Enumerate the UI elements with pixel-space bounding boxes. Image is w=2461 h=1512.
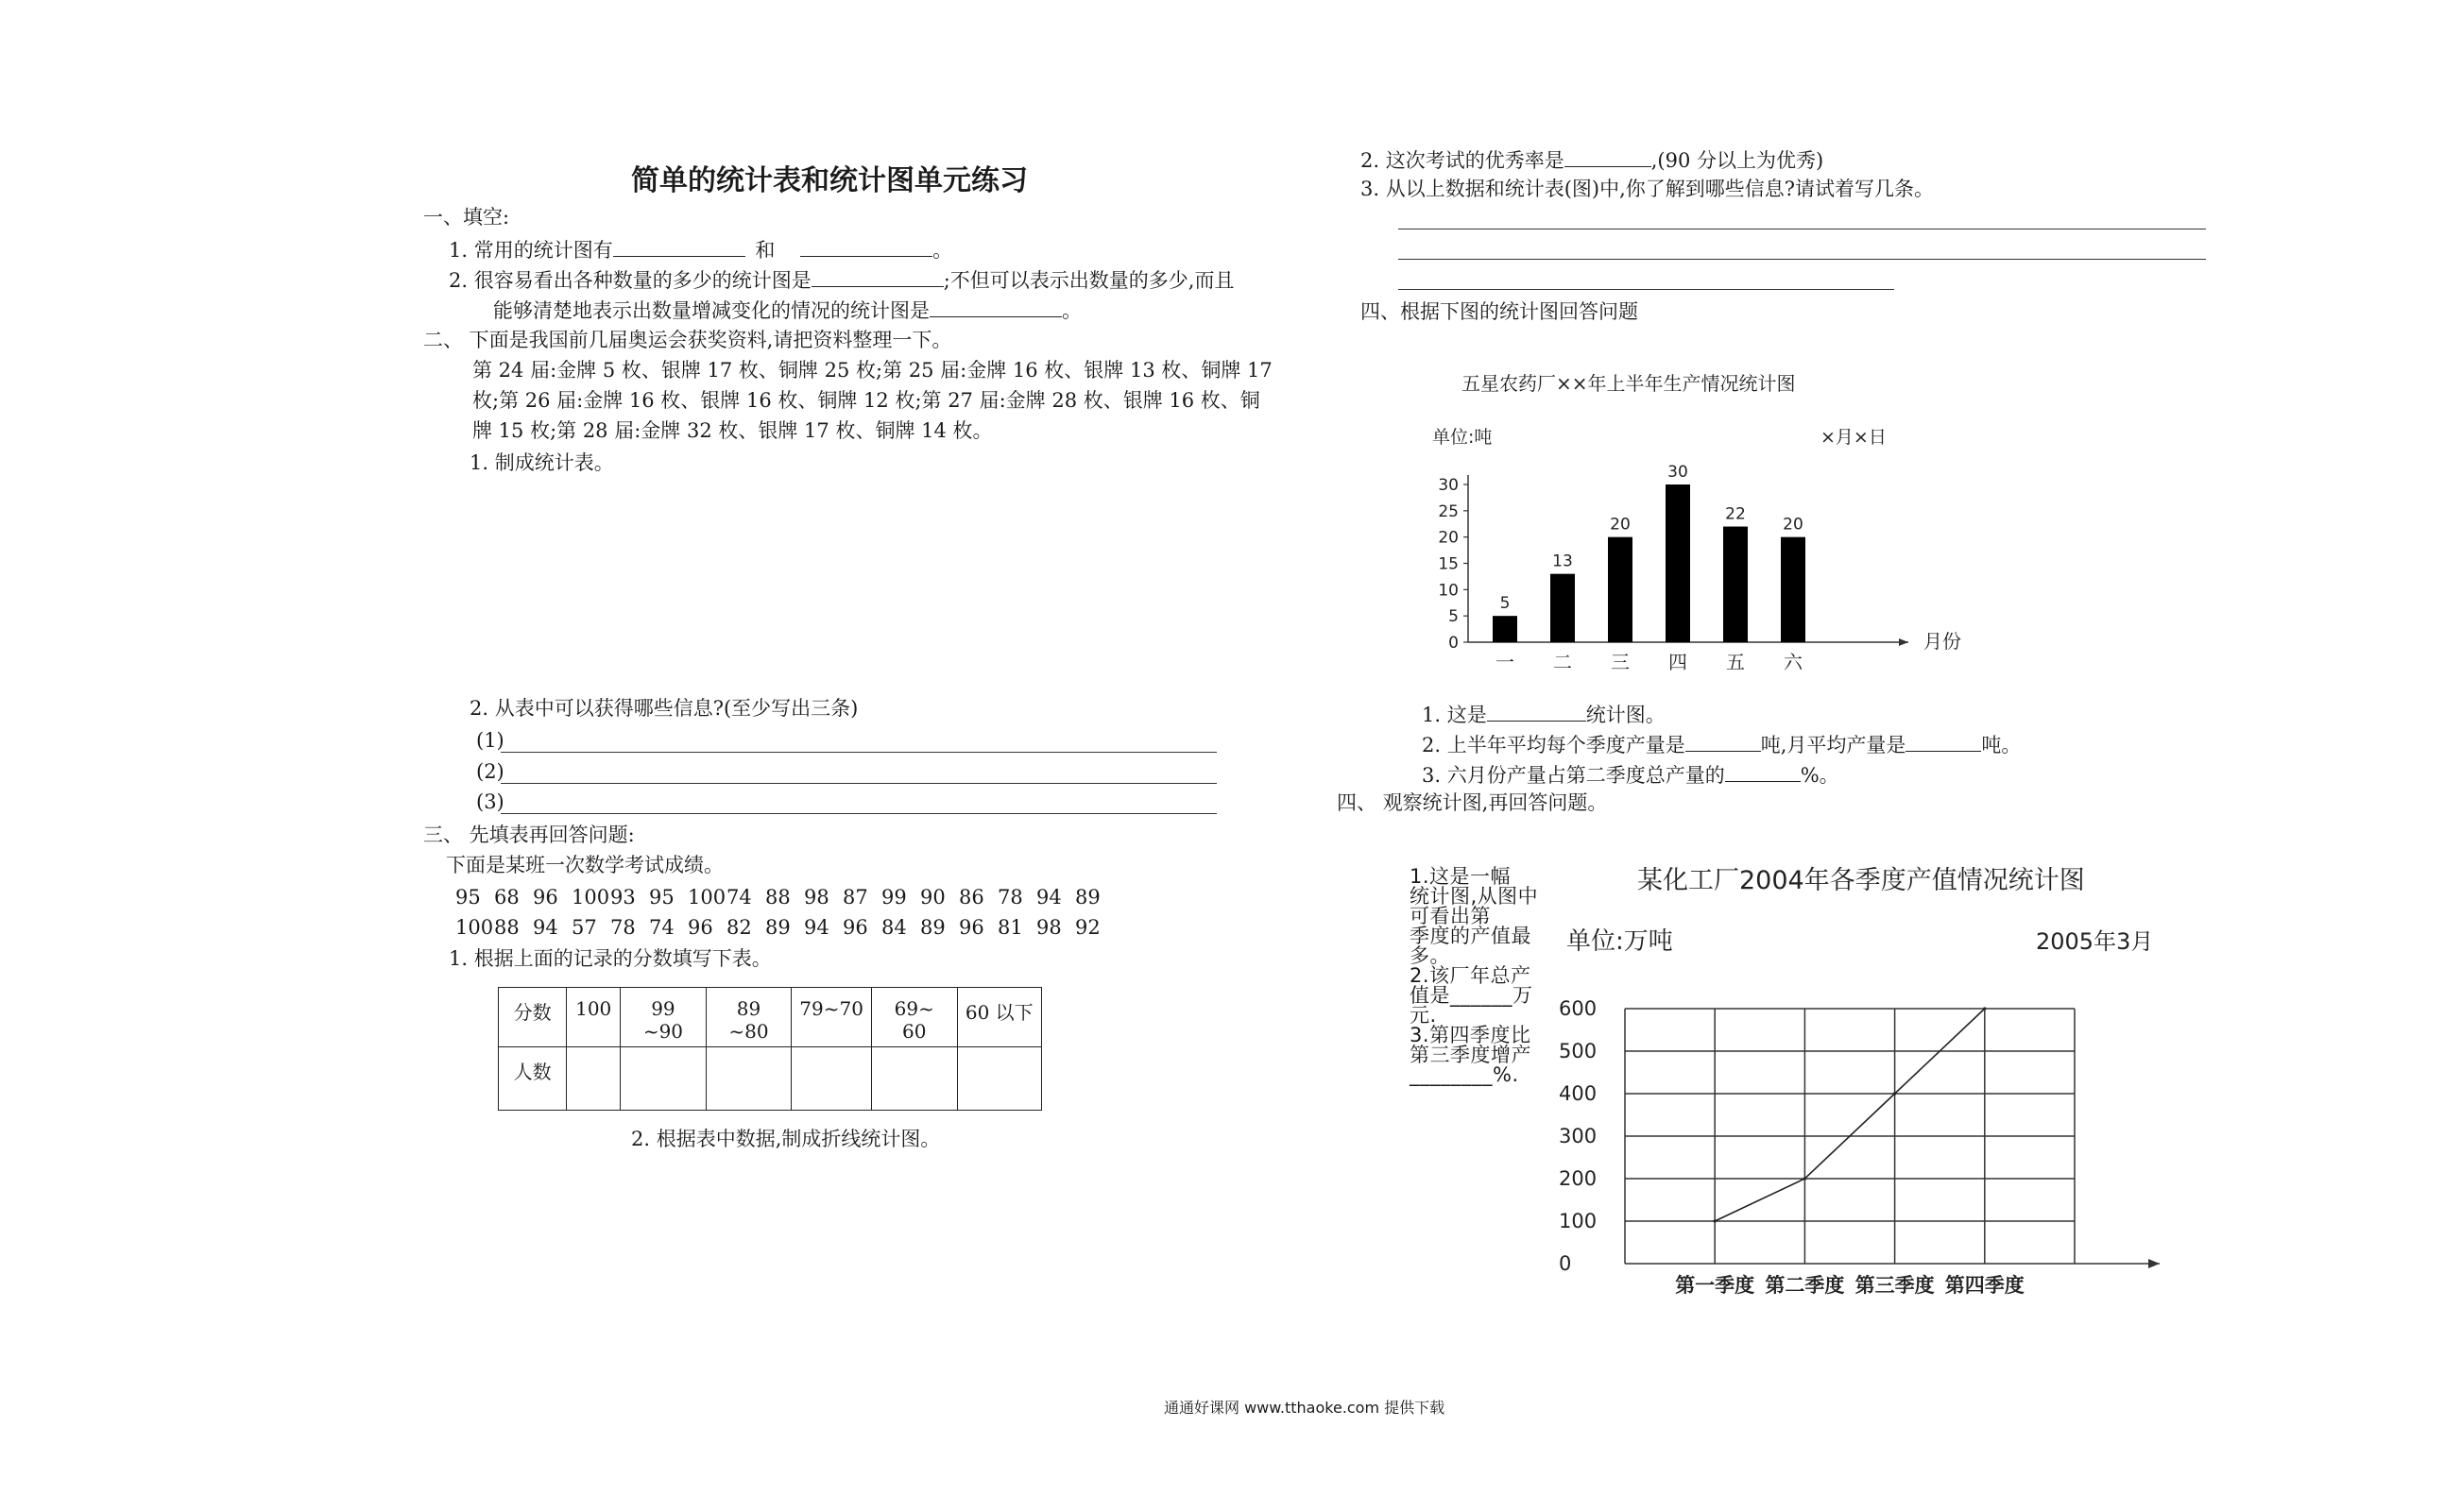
series-line <box>1715 1009 1985 1221</box>
answer-line[interactable] <box>501 752 1217 753</box>
question-text: 2. 很容易看出各种数量的多少的统计图是 <box>449 269 812 292</box>
note-line: 元. <box>1410 1004 1437 1027</box>
y-tick-label: 0 <box>1559 1252 1572 1275</box>
page-title: 简单的统计表和统计图单元练习 <box>631 164 1028 197</box>
question-text: 2. 这次考试的优秀率是 <box>1360 149 1564 172</box>
table-header-cell: 79~70 <box>792 988 872 1047</box>
answer-line-label: (2) <box>476 760 504 783</box>
question-text: 和 <box>755 239 776 262</box>
data-point <box>1714 1219 1717 1222</box>
score-value: 74 <box>726 886 752 909</box>
answer-blank[interactable] <box>800 236 932 257</box>
data-point <box>1983 1007 1986 1010</box>
x-tick-label: 三 <box>1611 651 1630 673</box>
data-label: 30 <box>1667 463 1688 482</box>
score-value: 88 <box>494 916 520 939</box>
score-value: 99 <box>881 886 907 909</box>
bar <box>1550 574 1575 642</box>
answer-blank[interactable] <box>1906 731 1981 752</box>
score-value: 82 <box>726 916 752 939</box>
note-line: 1.这是一幅 <box>1410 865 1512 888</box>
note-line: 值是______万 <box>1410 984 1533 1007</box>
bar <box>1608 537 1632 642</box>
table-header-cell: 69~ 60 <box>871 988 957 1047</box>
answer-line[interactable] <box>1398 289 1894 290</box>
chart-title: 五星农药厂××年上半年生产情况统计图 <box>1461 372 1796 395</box>
note-line: 季度的产值最 <box>1410 925 1531 947</box>
score-value: 100 <box>688 886 726 909</box>
x-tick-label: 二 <box>1553 651 1572 673</box>
score-value: 100 <box>572 886 610 909</box>
x-tick-label: 第二季度 <box>1765 1274 1845 1297</box>
y-tick-label: 0 <box>1448 634 1459 653</box>
table-cell[interactable] <box>567 1047 621 1111</box>
table-header-cell: 89 ~80 <box>706 988 792 1047</box>
scores-row <box>455 916 1114 940</box>
table-row <box>499 1047 1042 1111</box>
y-tick-label: 500 <box>1559 1040 1598 1062</box>
chart-date-label: ×月×日 <box>1820 427 1887 448</box>
answer-blank[interactable] <box>812 266 944 287</box>
table-cell[interactable] <box>706 1047 792 1111</box>
question-text: 2. 上半年平均每个季度产量是 <box>1422 734 1685 756</box>
line-chart-notes <box>1410 867 1538 1085</box>
question-text: 3. 六月份产量占第二季度总产量的 <box>1422 764 1725 787</box>
score-value: 96 <box>533 886 558 909</box>
question-1-2-cont <box>493 297 1082 323</box>
line-chart <box>1549 855 2239 1299</box>
y-tick-label: 25 <box>1438 501 1459 521</box>
question-text: 1. 这是 <box>1422 704 1487 726</box>
x-axis-arrow <box>2148 1259 2160 1268</box>
bar-question-1 <box>1422 701 1666 727</box>
score-value: 88 <box>765 886 791 909</box>
question-3-2: 2. 根据表中数据,制成折线统计图。 <box>631 1128 941 1150</box>
section-1-heading: 一、填空: <box>423 206 510 229</box>
question-3-1: 1. 根据上面的记录的分数填写下表。 <box>449 947 772 970</box>
chart-unit-label: 单位:万吨 <box>1566 927 1673 956</box>
score-value: 89 <box>920 916 946 939</box>
section-4-heading: 四、根据下图的统计图回答问题 <box>1360 300 1638 323</box>
note-line: 第三季度增产 <box>1410 1044 1531 1066</box>
bar <box>1666 484 1690 642</box>
bar <box>1781 537 1805 642</box>
answer-blank[interactable] <box>1685 731 1761 752</box>
data-point <box>1893 1092 1896 1095</box>
x-tick-label: 第四季度 <box>1944 1274 2025 1297</box>
scores-row <box>455 886 1114 909</box>
score-distribution-table <box>498 987 1042 1111</box>
score-value: 95 <box>455 886 481 909</box>
score-value: 96 <box>959 916 984 939</box>
score-value: 98 <box>1036 916 1062 939</box>
question-1-1 <box>449 236 952 263</box>
question-text: 吨,月平均产量是 <box>1760 734 1906 756</box>
x-tick-label: 一 <box>1495 651 1514 673</box>
question-2-2: 2. 从表中可以获得哪些信息?(至少写出三条) <box>470 697 859 720</box>
table-cell[interactable] <box>957 1047 1041 1111</box>
table-header-cell: 100 <box>567 988 621 1047</box>
y-tick-label: 300 <box>1559 1125 1598 1147</box>
table-cell[interactable] <box>871 1047 957 1111</box>
score-value: 57 <box>572 916 597 939</box>
table-cell[interactable] <box>621 1047 707 1111</box>
score-value: 94 <box>1036 886 1062 909</box>
bar <box>1493 616 1517 642</box>
note-line: ________%. <box>1410 1063 1519 1086</box>
question-text: 吨。 <box>1981 734 2022 756</box>
data-label: 20 <box>1610 515 1631 535</box>
data-label: 20 <box>1783 515 1803 535</box>
question-text: 。 <box>1062 299 1082 322</box>
x-tick-label: 四 <box>1668 651 1687 673</box>
question-text: 统计图。 <box>1585 704 1666 726</box>
score-value: 78 <box>610 916 636 939</box>
score-value: 95 <box>649 886 675 909</box>
score-value: 74 <box>649 916 675 939</box>
question-text: 1. 常用的统计图有 <box>449 239 613 262</box>
score-value: 100 <box>455 916 494 939</box>
chart-title: 某化工厂2004年各季度产值情况统计图 <box>1637 866 2085 895</box>
y-tick-label: 10 <box>1438 581 1459 601</box>
score-value: 94 <box>804 916 829 939</box>
x-axis-arrow <box>1899 638 1908 646</box>
answer-blank[interactable] <box>1487 701 1586 722</box>
score-value: 98 <box>804 886 829 909</box>
question-3-2-right <box>1360 146 1823 173</box>
score-value: 68 <box>494 886 520 909</box>
bar <box>1723 527 1748 642</box>
answer-blank[interactable] <box>1564 146 1651 167</box>
question-text: ;不但可以表示出数量的多少,而且 <box>943 269 1235 292</box>
y-tick-label: 600 <box>1559 997 1598 1020</box>
section-3-heading: 三、 先填表再回答问题: <box>423 824 635 846</box>
question-3-3: 3. 从以上数据和统计表(图)中,你了解到哪些信息?请试着写几条。 <box>1360 178 1935 200</box>
answer-line[interactable] <box>501 813 1217 814</box>
y-tick-label: 30 <box>1438 476 1459 495</box>
question-text: 能够清楚地表示出数量增减变化的情况的统计图是 <box>493 299 930 322</box>
score-value: 87 <box>843 886 868 909</box>
data-label: 5 <box>1499 594 1511 614</box>
y-tick-label: 200 <box>1559 1167 1598 1190</box>
answer-blank[interactable] <box>1725 761 1801 782</box>
score-value: 90 <box>920 886 946 909</box>
note-line: 统计图,从图中 <box>1410 885 1539 908</box>
table-row-label: 人数 <box>499 1047 567 1111</box>
score-value: 96 <box>843 916 868 939</box>
y-tick-label: 100 <box>1559 1210 1598 1232</box>
x-tick-label: 六 <box>1784 651 1803 673</box>
note-line: 可看出第 <box>1410 905 1491 927</box>
score-value: 92 <box>1075 916 1101 939</box>
score-value: 89 <box>765 916 791 939</box>
question-1-2 <box>449 266 1234 293</box>
score-value: 78 <box>998 886 1023 909</box>
table-row <box>499 988 1042 1047</box>
score-value: 96 <box>688 916 713 939</box>
table-header-cell: 99 ~90 <box>621 988 707 1047</box>
answer-line-label: (1) <box>476 729 504 752</box>
note-line: 3.第四季度比 <box>1410 1024 1531 1046</box>
score-value: 81 <box>998 916 1023 939</box>
table-header-cell: 分数 <box>499 988 567 1047</box>
y-tick-label: 400 <box>1559 1082 1598 1105</box>
score-value: 89 <box>1075 886 1101 909</box>
answer-line-label: (3) <box>476 790 504 813</box>
olympic-data-line: 牌 15 枚;第 28 届:金牌 32 枚、银牌 17 枚、铜牌 14 枚。 <box>472 419 993 442</box>
bar-question-3 <box>1422 761 1839 788</box>
table-cell[interactable] <box>792 1047 872 1111</box>
scores-intro: 下面是某班一次数学考试成绩。 <box>446 854 724 876</box>
y-tick-label: 5 <box>1448 607 1459 627</box>
score-value: 93 <box>610 886 636 909</box>
chart-date-label: 2005年3月 <box>2036 928 2154 955</box>
y-tick-label: 15 <box>1438 554 1459 574</box>
section-4b-heading: 四、 观察统计图,再回答问题。 <box>1337 791 1608 814</box>
olympic-data-line: 枚;第 26 届:金牌 16 枚、银牌 16 枚、铜牌 12 枚;第 27 届:金牌 28 枚、银牌 16 枚、铜 <box>472 389 1260 412</box>
score-value: 86 <box>959 886 984 909</box>
question-text: 。 <box>932 239 953 262</box>
answer-line[interactable] <box>501 783 1217 784</box>
answer-blank[interactable] <box>613 236 745 257</box>
section-2-heading: 二、 下面是我国前几届奥运会获奖资料,请把资料整理一下。 <box>423 329 952 351</box>
y-tick-label: 20 <box>1438 528 1459 548</box>
data-point <box>1803 1177 1806 1180</box>
x-tick-label: 第三季度 <box>1854 1274 1935 1297</box>
x-axis-label: 月份 <box>1923 630 1961 653</box>
bar-question-2 <box>1422 731 2021 757</box>
bar-chart <box>1398 368 1965 680</box>
table-header-cell: 60 以下 <box>957 988 1041 1047</box>
page-footer: 通通好课网 www.tthaoke.com 提供下载 <box>1164 1399 1445 1417</box>
note-line: 2.该厂年总产 <box>1410 964 1531 987</box>
x-tick-label: 五 <box>1726 651 1745 673</box>
question-text: %。 <box>1800 764 1839 787</box>
note-line: 多。 <box>1410 944 1450 967</box>
data-label: 13 <box>1552 552 1573 571</box>
data-label: 22 <box>1725 504 1746 524</box>
question-text: ,(90 分以上为优秀) <box>1650 149 1824 172</box>
x-tick-label: 第一季度 <box>1675 1274 1755 1297</box>
score-value: 84 <box>881 916 907 939</box>
score-value: 94 <box>533 916 558 939</box>
olympic-data-line: 第 24 届:金牌 5 枚、银牌 17 枚、铜牌 25 枚;第 25 届:金牌 16 枚、银牌 13 枚、铜牌 17 <box>472 359 1273 382</box>
question-2-1: 1. 制成统计表。 <box>470 451 614 474</box>
chart-unit-label: 单位:吨 <box>1432 427 1493 448</box>
answer-line[interactable] <box>1398 259 2206 260</box>
answer-blank[interactable] <box>930 297 1062 317</box>
